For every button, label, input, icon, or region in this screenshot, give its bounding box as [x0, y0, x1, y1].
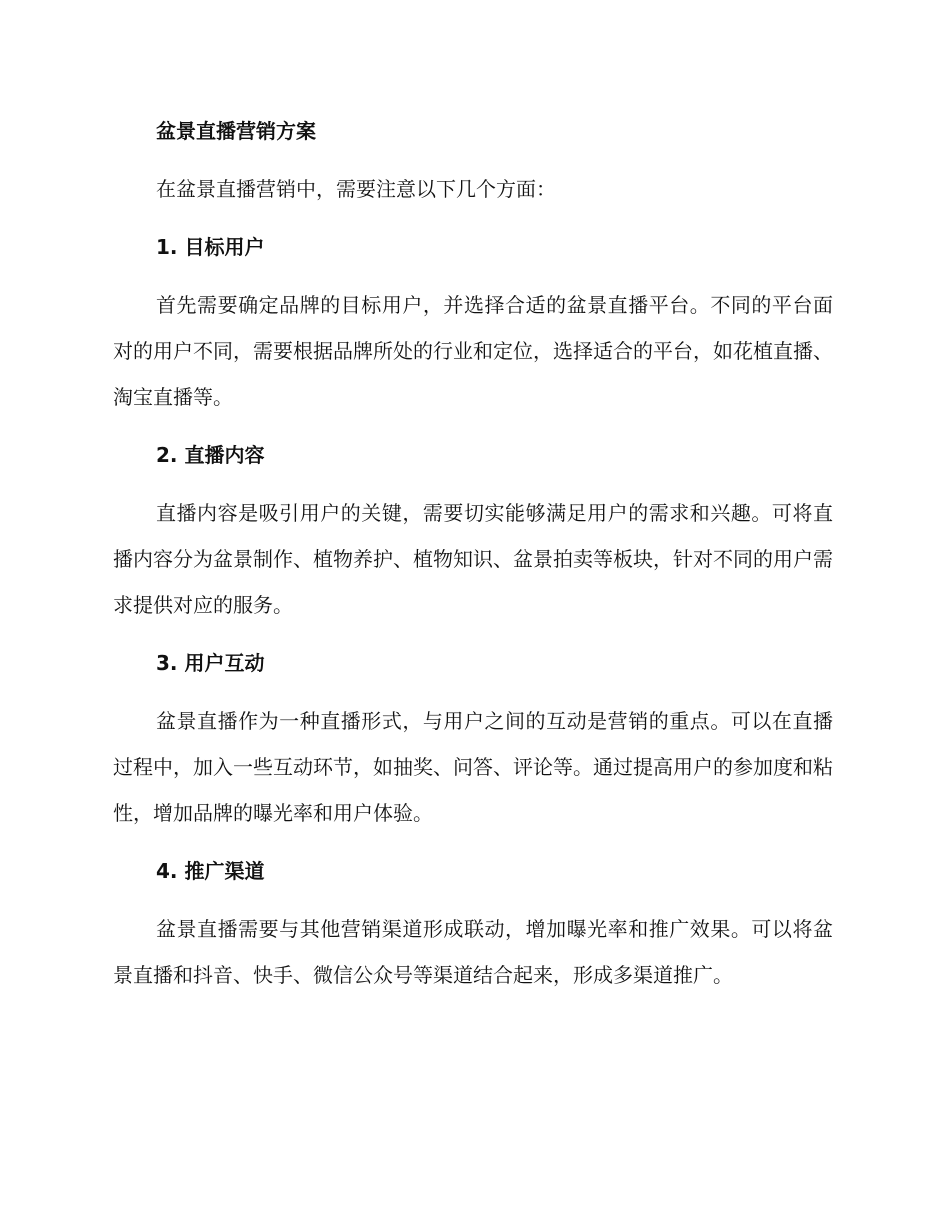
- document-title: 盆景直播营销方案: [156, 119, 316, 143]
- intro-paragraph: 在盆景直播营销中，需要注意以下几个方面：: [156, 177, 556, 201]
- section-body-promotion-channels: 盆景直播需要与其他营销渠道形成联动，增加曝光率和推广效果。可以将盆景直播和抖音、快手、微信公众号等渠道结合起来，形成多渠道推广。: [113, 917, 833, 987]
- section-body-user-interaction: 盆景直播作为一种直播形式，与用户之间的互动是营销的重点。可以在直播过程中，加入一些互动环节，如抽奖、问答、评论等。通过提高用户的参加度和粘性，增加品牌的曝光率和用户体验。: [113, 709, 833, 825]
- section-heading-live-content: 2. 直播内容: [156, 443, 265, 467]
- section-heading-target-users: 1. 目标用户: [156, 235, 265, 259]
- section-body-target-users: 首先需要确定品牌的目标用户，并选择合适的盆景直播平台。不同的平台面对的用户不同，需要根据品牌所处的行业和定位，选择适合的平台，如花植直播、淘宝直播等。: [113, 293, 833, 409]
- section-heading-promotion-channels: 4. 推广渠道: [156, 859, 265, 883]
- section-body-live-content: 直播内容是吸引用户的关键，需要切实能够满足用户的需求和兴趣。可将直播内容分为盆景制作、植物养护、植物知识、盆景拍卖等板块，针对不同的用户需求提供对应的服务。: [113, 501, 833, 617]
- document-content: [113, 108, 833, 1010]
- section-heading-user-interaction: 3. 用户互动: [156, 651, 265, 675]
